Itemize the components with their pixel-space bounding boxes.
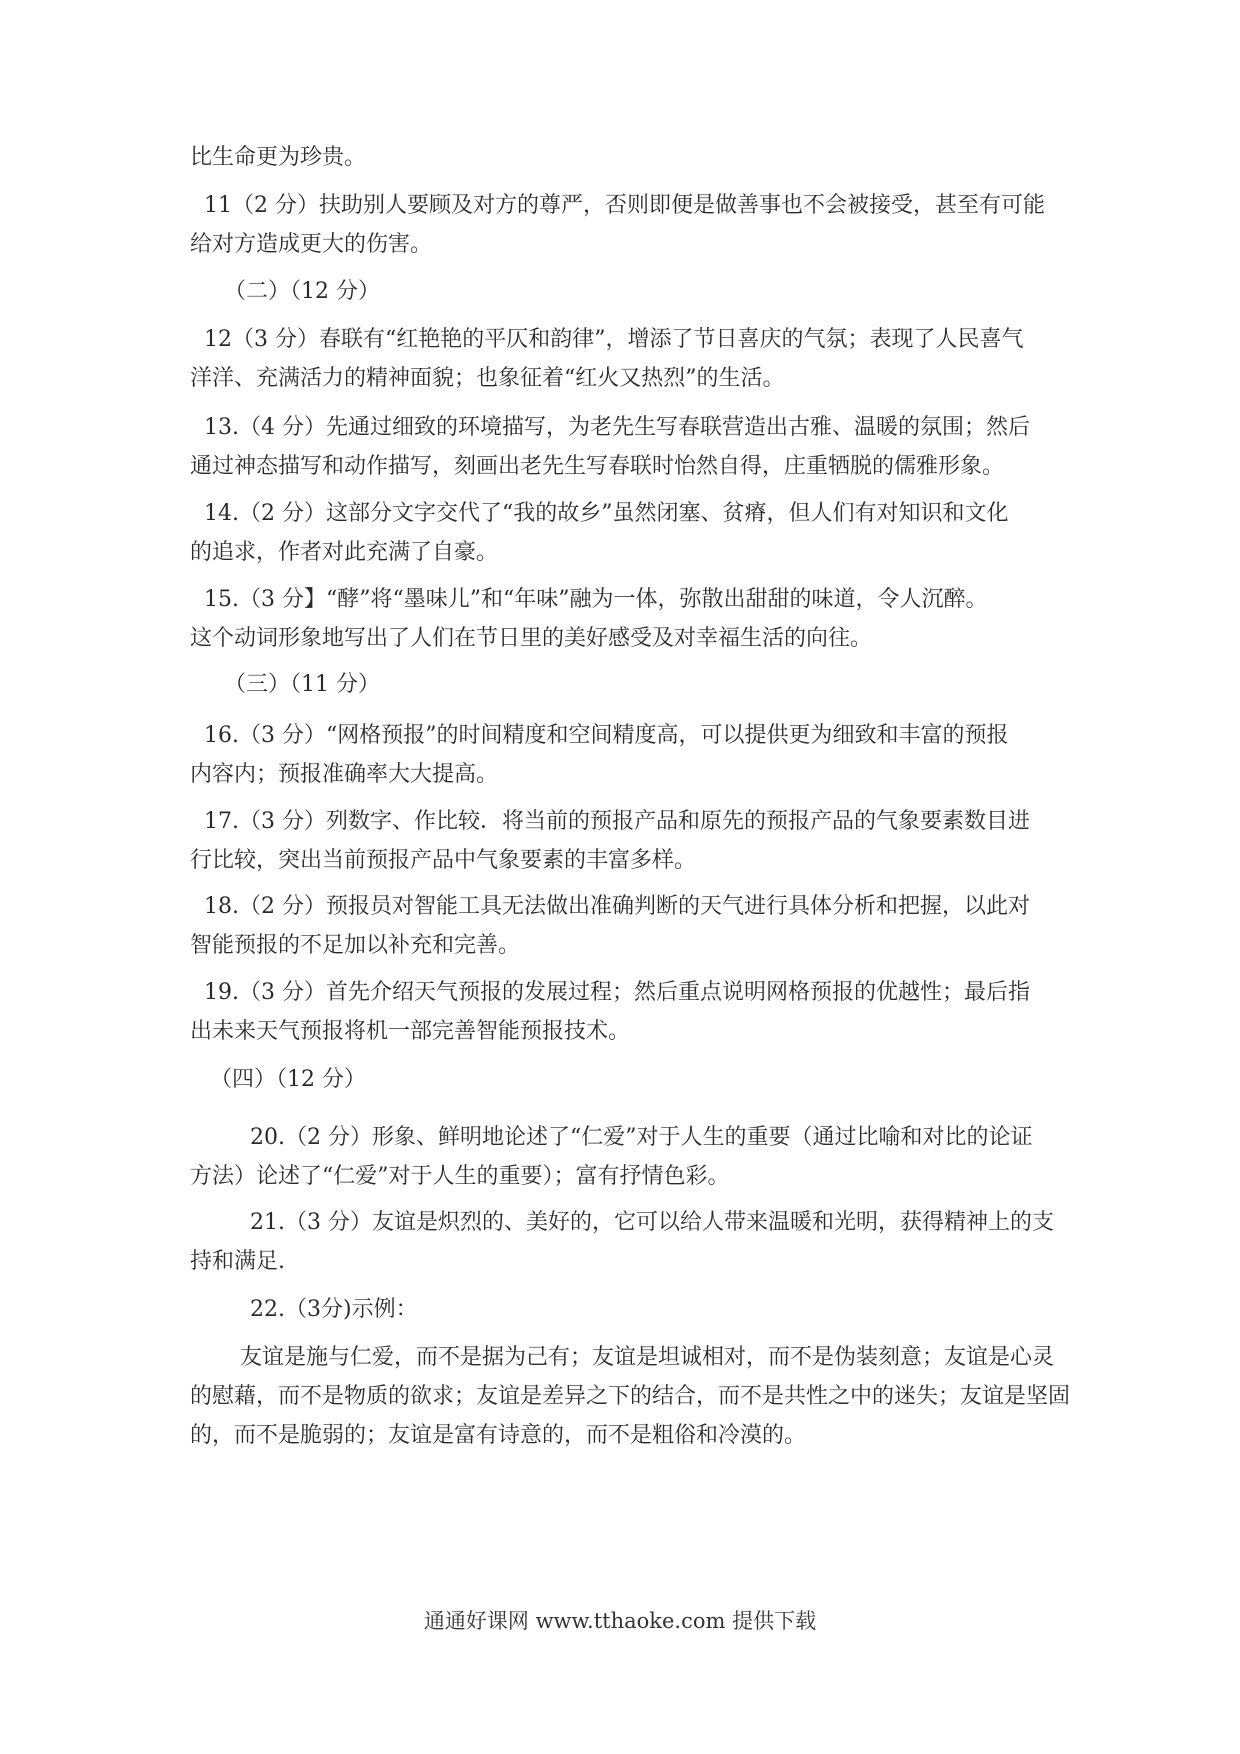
section-heading-3 [190, 665, 1060, 704]
text-line: 友谊是施与仁爱，而不是据为己有；友谊是坦诚相对，而不是伪装刻意；友谊是心灵 [240, 1345, 1055, 1370]
text-line: （二）（12 分） [224, 279, 380, 304]
text-line: 11（2 分）扶助别人要顾及对方的尊严，否则即便是做善事也不会被接受，甚至有可能 [204, 193, 1045, 218]
text-line: 行比较，突出当前预报产品中气象要素的丰富多样。 [190, 848, 697, 873]
text-line: 出未来天气预报将机一部完善智能预报技术。 [190, 1019, 631, 1044]
text-line: 的追求，作者对此充满了自豪。 [190, 540, 499, 565]
answer-20 [190, 1118, 1060, 1196]
text-line: 这个动词形象地写出了人们在节日里的美好感受及对幸福生活的向往。 [190, 626, 873, 651]
text-line: 比生命更为珍贵。 [190, 145, 367, 170]
text-line: 16.（3 分）“网格预报”的时间精度和空间精度高，可以提供更为细致和丰富的预报 [204, 723, 1009, 748]
answer-17 [190, 802, 1060, 880]
text-line: 的，而不是脆弱的；友谊是富有诗意的，而不是粗俗和冷漠的。 [190, 1423, 807, 1448]
answer-18 [190, 887, 1060, 965]
answer-21 [190, 1203, 1060, 1281]
footer-watermark: 通通好课网 www.tthaoke.com 提供下载 [423, 1609, 817, 1633]
example-paragraph [190, 1338, 1071, 1455]
text-line: （三）（11 分） [224, 672, 380, 697]
answer-19 [190, 973, 1060, 1051]
text-line: （四）（12 分） [210, 1067, 366, 1092]
text-line: 通过神态描写和动作描写，刻画出老先生写春联时怡然自得，庄重牺脱的儒雅形象。 [190, 454, 1005, 479]
text-line: 13.（4 分）先通过细致的环境描写，为老先生写春联营造出古雅、温暖的氛围；然后 [204, 415, 1030, 440]
section-heading-4 [190, 1060, 1060, 1099]
answer-22 [190, 1290, 1060, 1329]
answer-16 [190, 716, 1060, 794]
text-line: 22.（3分)示例： [250, 1297, 418, 1322]
text-line: 20.（2 分）形象、鲜明地论述了“仁爱”对于人生的重要（通过比喻和对比的论证 [250, 1125, 1033, 1150]
text-line: 14.（2 分）这部分文字交代了“我的故乡”虽然闭塞、贫瘠，但人们有对知识和文化 [204, 501, 1009, 526]
text-line: 21.（3 分）友谊是炽烈的、美好的，它可以给人带来温暖和光明，获得精神上的支 [250, 1210, 1054, 1235]
text-line: 18.（2 分）预报员对智能工具无法做出准确判断的天气进行具体分析和把握，以此对 [204, 894, 1030, 919]
text-line: 洋洋、充满活力的精神面貌；也象征着“红火又热烈”的生活。 [190, 366, 785, 391]
text-line: 给对方造成更大的伤害。 [190, 232, 433, 257]
answer-12 [190, 320, 1060, 398]
text-line: 智能预报的不足加以补充和完善。 [190, 933, 521, 958]
text-line: 19.（3 分）首先介绍天气预报的发展过程；然后重点说明网格预报的优越性；最后指 [204, 980, 1030, 1005]
paragraph-continuation [190, 138, 1060, 177]
answer-14 [190, 494, 1060, 572]
text-line: 15.（3 分】“酵”将“墨味儿”和“年味”融为一体，弥散出甜甜的味道，令人沉醉。 [204, 587, 988, 612]
text-line: 持和满足. [190, 1249, 285, 1274]
text-line: 的慰藉，而不是物质的欲求；友谊是差异之下的结合，而不是共性之中的迷失；友谊是坚固 [190, 1384, 1071, 1409]
text-line: 内容内；预报准确率大大提高。 [190, 762, 499, 787]
text-line: 12（3 分）春联有“红艳艳的平仄和韵律”，增添了节日喜庆的气氛；表现了人民喜气 [204, 327, 1024, 352]
answer-15 [190, 580, 1060, 658]
text-line: 方法）论述了“仁爱”对于人生的重要）；富有抒情色彩。 [190, 1164, 730, 1189]
section-heading-2 [190, 272, 1060, 311]
answer-11 [190, 186, 1060, 264]
answer-13 [190, 408, 1060, 486]
text-line: 17.（3 分）列数字、作比较．将当前的预报产品和原先的预报产品的气象要素数目进 [204, 809, 1030, 834]
